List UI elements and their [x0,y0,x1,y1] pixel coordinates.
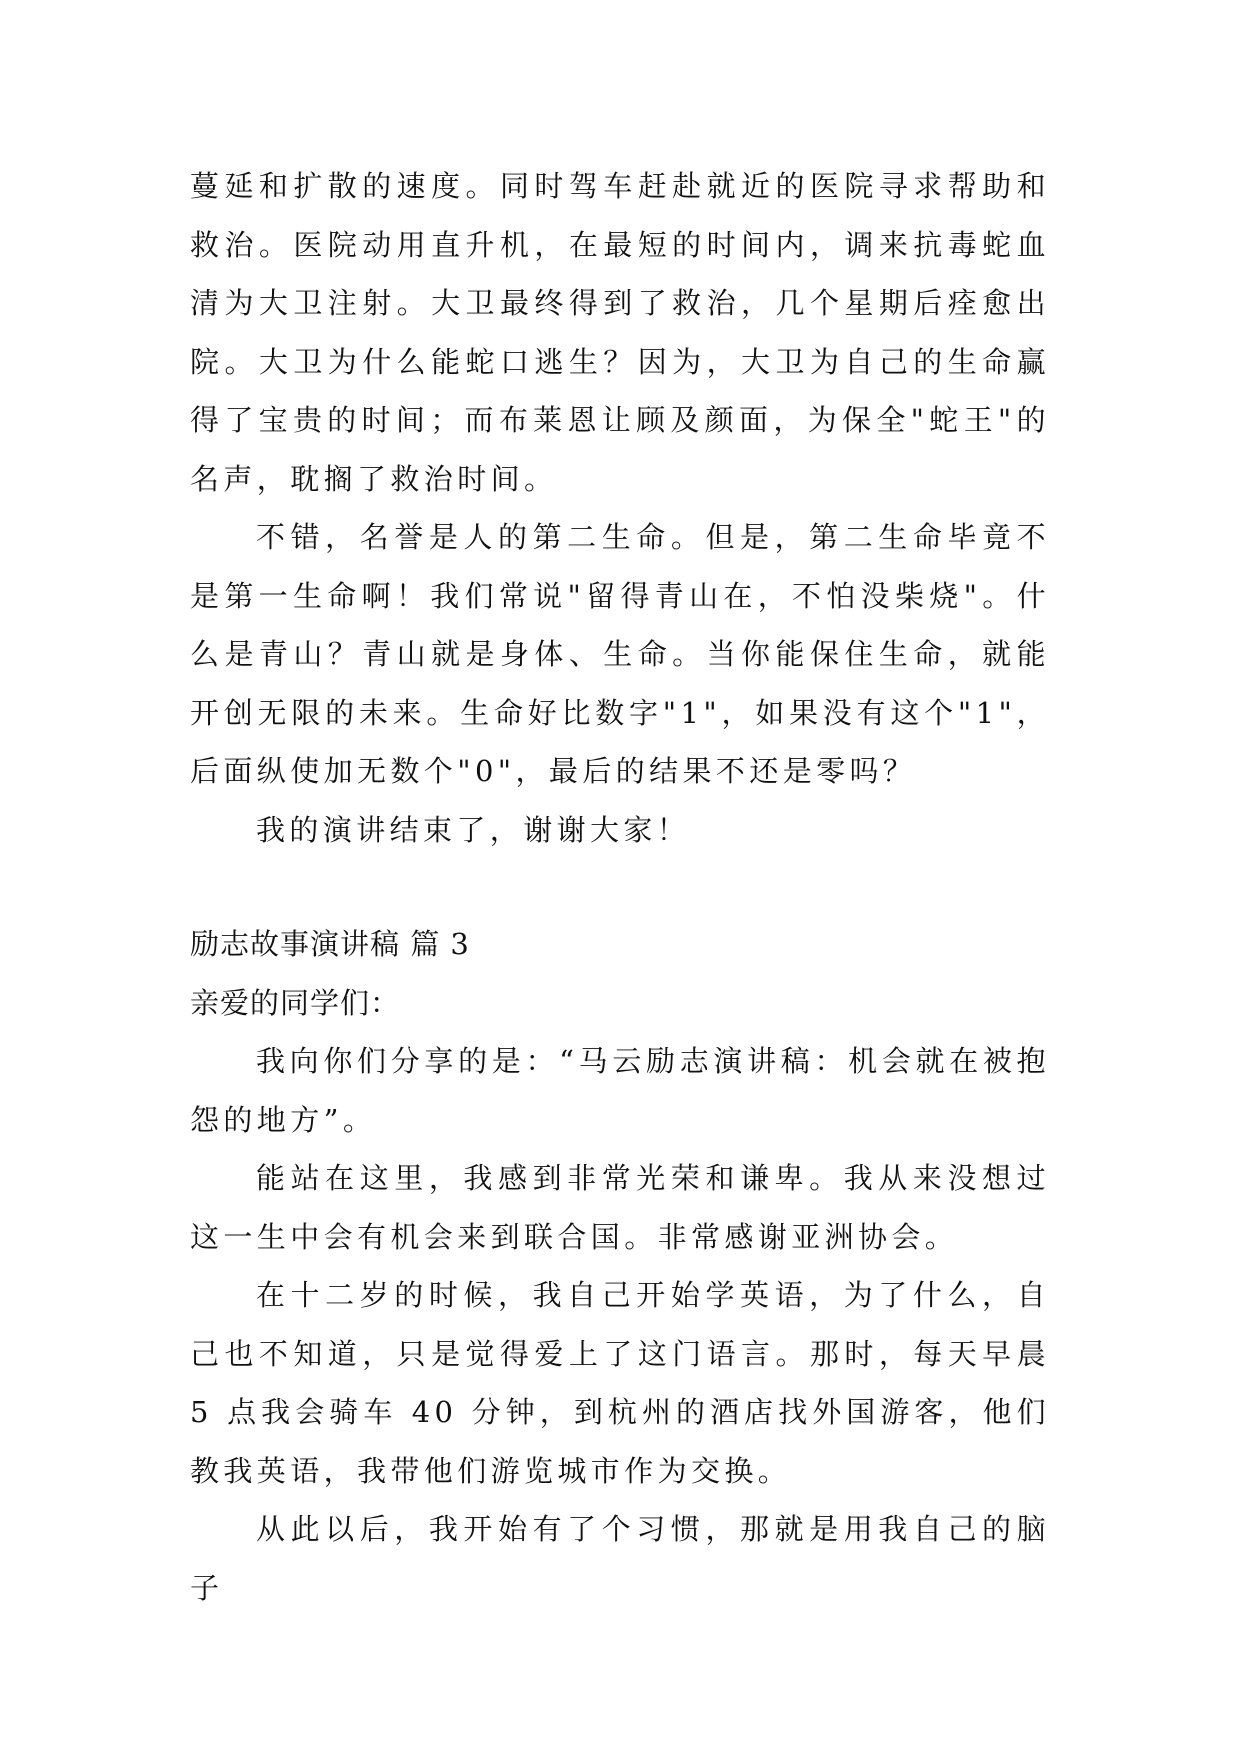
salutation: 亲爱的同学们： [190,985,401,1020]
paragraph-habit: 从此以后，我开始有了个习惯，那就是用我自己的脑子 [190,1512,1050,1605]
paragraph-english: 在十二岁的时候，我自己开始学英语，为了什么，自己也不知道，只是觉得爱上了这门语言。那时，每天早晨 5 点我会骑车 40 分钟，到杭州的酒店找外国游客，他们教我英语，我带他们游览城市作为交换。 [190,1278,1050,1488]
paragraph-honor: 能站在这里，我感到非常光荣和谦卑。我从来没想过这一生中会有机会来到联合国。非常感谢亚洲协会。 [190,1161,1050,1254]
paragraph-second-life: 不错，名誉是人的第二生命。但是，第二生命毕竟不是第一生命啊！我们常说"留得青山在，不怕没柴烧"。什么是青山？青山就是身体、生命。当你能保住生命，就能开创无限的未来。生命好比数字"1"，如果没有这个"1"，后面纵使加无数个"0"，最后的结果不还是零吗？ [190,520,1050,788]
closing-line: 我的演讲结束了，谢谢大家！ [256,812,691,847]
paragraph-topic: 我向你们分享的是：“马云励志演讲稿：机会就在被抱怨的地方”。 [190,1044,1050,1137]
continuation-paragraph: 蔓延和扩散的速度。同时驾车赶赴就近的医院寻求帮助和救治。医院动用直升机，在最短的时间内，调来抗毒蛇血清为大卫注射。大卫最终得到了救治，几个星期后痊愈出院。大卫为什么能蛇口逃生？因为，大卫为自己的生命赢得了宝贵的时间；而布莱恩让顾及颜面，为保全"蛇王"的名声，耽搁了救治时间。 [190,169,1050,496]
section-title: 励志故事演讲稿 篇 3 [190,927,470,961]
document-body [190,157,1050,1617]
